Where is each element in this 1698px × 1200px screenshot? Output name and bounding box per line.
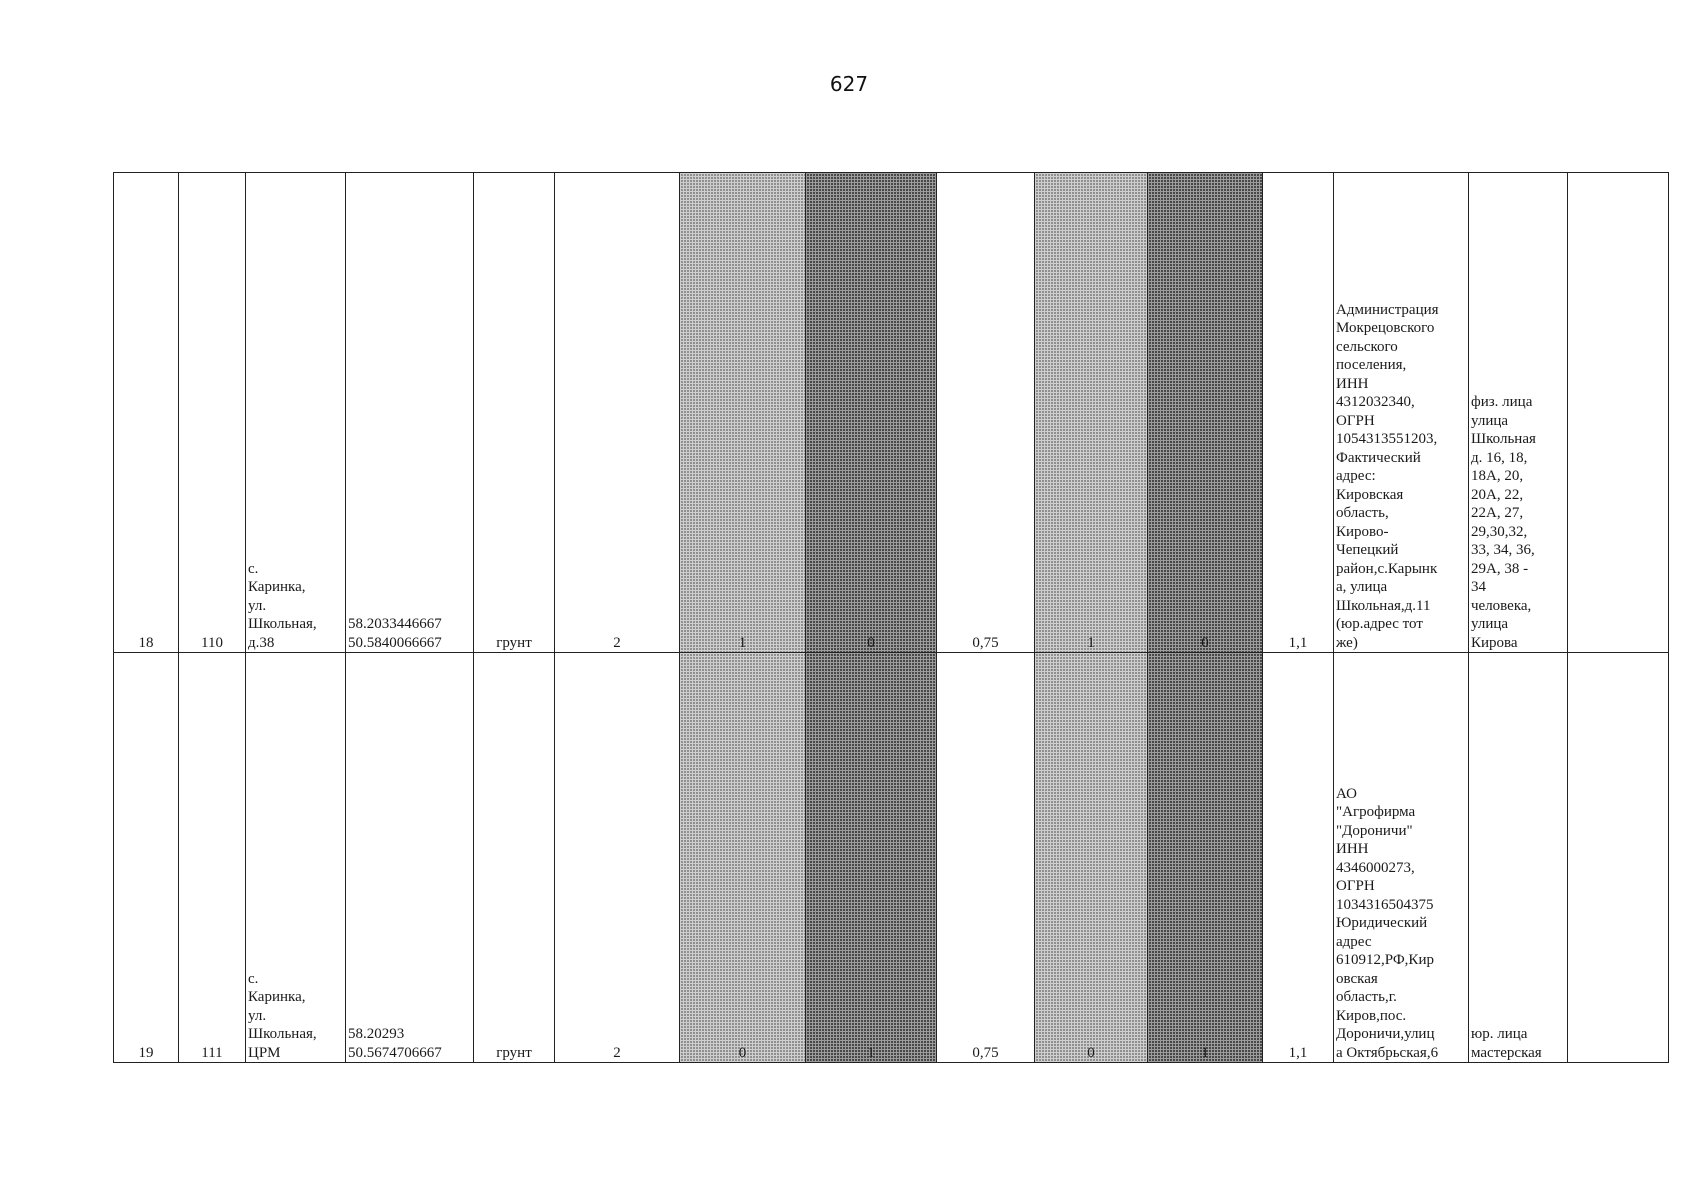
shaded-cell-b: 1: [806, 653, 937, 1063]
shaded-cell-c: 1: [1035, 173, 1148, 653]
note-cell: [1568, 653, 1669, 1063]
address-cell: с. Каринка, ул. Школьная, ЦРМ: [246, 653, 346, 1063]
sources-cell: юр. лица мастерская: [1469, 653, 1568, 1063]
site-number-cell: 111: [179, 653, 246, 1063]
table-row: [114, 653, 1669, 1063]
containers-count-cell: 2: [555, 173, 680, 653]
owner-cell: Администрация Мокрецовского сельского поселения, ИНН 4312032340, ОГРН 1054313551203, Фактический адрес: Кировская область, Кирово- Чепецкий район,с.Карынк а, улица Школьная,д.11 (юр.адрес тот же): [1334, 173, 1469, 653]
note-cell: [1568, 173, 1669, 653]
containers-count-cell: 2: [555, 653, 680, 1063]
owner-cell: АО "Агрофирма "Дороничи" ИНН 4346000273, ОГРН 1034316504375 Юридический адрес 610912,РФ,Кир овская область,г. Киров,пос. Дороничи,улиц а Октябрьская,6: [1334, 653, 1469, 1063]
coordinates-cell: 58.20293 50.5674706667: [346, 653, 474, 1063]
site-number-cell: 110: [179, 173, 246, 653]
coordinates-cell: 58.2033446667 50.5840066667: [346, 173, 474, 653]
table-row: [114, 173, 1669, 653]
shaded-cell-b: 0: [806, 173, 937, 653]
volume-cell: 0,75: [937, 173, 1035, 653]
shaded-cell-a: 0: [680, 653, 806, 1063]
volume-cell: 0,75: [937, 653, 1035, 1063]
shaded-cell-d: 1: [1148, 653, 1263, 1063]
shaded-cell-c: 0: [1035, 653, 1148, 1063]
shaded-cell-a: 1: [680, 173, 806, 653]
sources-cell: физ. лица улица Школьная д. 16, 18, 18А, 20, 20А, 22, 22А, 27, 29,30,32, 33, 34, 36, 29А, 38 - 34 человека, улица Кирова: [1469, 173, 1568, 653]
row-number-cell: 19: [114, 653, 179, 1063]
address-cell: с. Каринка, ул. Школьная, д.38: [246, 173, 346, 653]
shaded-cell-d: 0: [1148, 173, 1263, 653]
surface-cell: грунт: [474, 173, 555, 653]
row-number-cell: 18: [114, 173, 179, 653]
register-table: [113, 172, 1669, 1063]
value-cell: 1,1: [1263, 653, 1334, 1063]
value-cell: 1,1: [1263, 173, 1334, 653]
page-number: 627: [829, 72, 869, 96]
surface-cell: грунт: [474, 653, 555, 1063]
